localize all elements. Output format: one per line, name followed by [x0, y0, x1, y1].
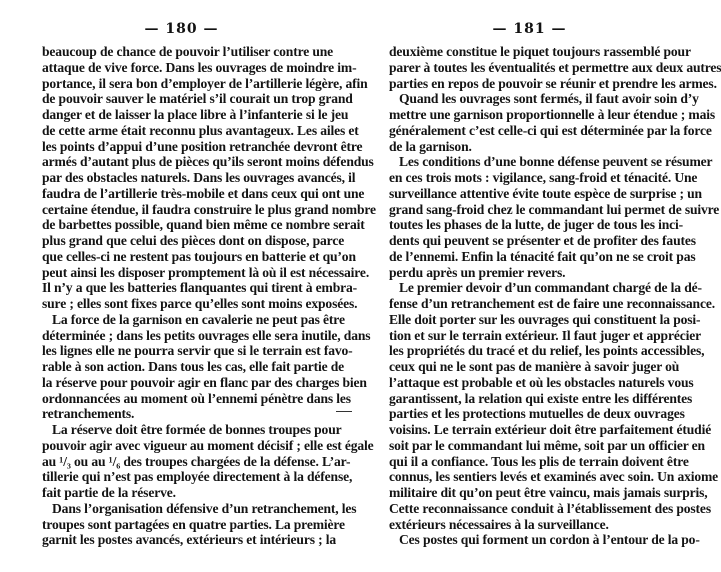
text-line: peut ainsi les disposer promptement là où il est nécessaire.: [42, 264, 370, 280]
text-line: parties en repos de pouvoir se réunir et prendre les armes.: [389, 75, 717, 91]
left-page-body: [42, 44, 376, 548]
text-line: militaire dit qu’on peut être vaincu, mais jamais surpris,: [389, 485, 708, 500]
text-line: retranchements.: [42, 406, 135, 422]
text-line: garantissent, la relation qui existe entre les différentes: [389, 390, 693, 406]
text-line: mettre une garnison proportionnelle à leur étendue ; mais: [389, 107, 715, 122]
text-line: les points d’appui d’une position retranchée devront être: [42, 138, 363, 154]
text-line: soit par le commandant lui même, soit par un officier en: [389, 437, 705, 453]
page-number-right: — 181 —: [492, 21, 567, 37]
text-line: garnit les postes avancés, extérieurs et intérieurs ; la: [42, 532, 336, 548]
text-line: attaque de vive force. Dans les ouvrages de moindre im-: [42, 59, 357, 75]
text-line: l’attaque est probable et où les obstacles naturels vous: [389, 374, 694, 390]
text-line: parties et les protections mutuelles de deux ouvrages: [389, 406, 685, 422]
text-line: Cette reconnaissance conduit à l’établissement des postes: [389, 500, 711, 516]
text-line: fait partie de la réserve.: [42, 485, 176, 500]
text-line: La réserve doit être formée de bonnes troupes pour: [52, 422, 342, 437]
text-line: ordonnancées au moment où l’ennemi pénètre dans les: [42, 390, 351, 406]
text-line: généralement c’est celle-ci qui est déterminée par la force: [389, 122, 712, 138]
text-line: parer à toutes les éventualités et permettre aux deux autres: [389, 59, 721, 75]
text-line: extérieurs nécessaires à la surveillance.: [389, 516, 609, 532]
text-line: au ¹/₃ ou au ¹/₆ des troupes chargées de la défense. L’ar-: [42, 453, 351, 469]
text-line: de pouvoir sauver le matériel s’il courait un trop grand: [42, 91, 353, 107]
text-line: grand sang-froid chez le commandant lui permet de suivre: [389, 201, 720, 217]
text-line: Ces postes qui forment un cordon à l’entour de la po-: [399, 532, 700, 548]
text-line: Dans l’organisation défensive d’un retranchement, les: [52, 500, 357, 516]
text-line: de barbettes possible, quand bien même ce nombre serait: [42, 217, 365, 233]
text-line: en ces trois mots : vigilance, sang-froid et ténacité. Une: [389, 170, 698, 185]
text-line: tillerie qui n’est pas employée directement à la défense,: [42, 469, 353, 485]
text-line: Quand les ouvrages sont fermés, il faut avoir soin d’y: [399, 91, 699, 107]
text-line: armés d’autant plus de pièces qu’ils seront moins défendus: [42, 154, 374, 170]
text-line: La force de la garnison en cavalerie ne peut pas être: [52, 311, 345, 327]
text-line: plus grand que celui des pièces dont on dispose, parce: [42, 233, 345, 248]
right-page-body: [389, 44, 721, 548]
text-line: toutes les phases de la lutte, de juger de tous les inci-: [389, 217, 684, 233]
text-line: par des obstacles naturels. Dans les ouvrages avancés, il: [42, 170, 356, 185]
text-line: beaucoup de chance de pouvoir l’utiliser contre une: [42, 44, 334, 59]
page-number-left: — 180 —: [144, 21, 219, 37]
text-line: surveillance attentive évite toute espèce de surprise ; un: [389, 185, 702, 201]
gutter-divider: [336, 411, 352, 412]
text-line: fense d’un retranchement est de faire une reconnaissance.: [389, 296, 715, 311]
text-line: voisins. Le terrain extérieur doit être parfaitement étudié: [389, 422, 712, 437]
text-line: les lignes elle ne pourra servir que si le terrain est favo-: [42, 343, 353, 359]
text-line: déterminée ; dans les petits ouvrages elle sera inutile, dans: [42, 327, 371, 343]
text-line: les propriétés du tracé et du relief, les points accessibles,: [389, 343, 705, 359]
text-line: Le premier devoir d’un commandant chargé de la dé-: [399, 280, 702, 296]
text-line: de la garnison.: [389, 138, 472, 154]
text-line: tion et sur le terrain extérieur. Il faut juger et apprécier: [389, 327, 701, 343]
text-line: dents qui peuvent se présenter et de profiter des fautes: [389, 233, 696, 248]
text-line: Il n’y a que les batteries flanquantes qui tirent à embra-: [42, 280, 358, 296]
text-line: perdu après un premier revers.: [389, 264, 566, 280]
text-line: pouvoir agir avec vigueur au moment décisif ; elle est égale: [42, 437, 374, 453]
text-line: troupes sont partagées en quatre parties. La première: [42, 516, 345, 532]
text-line: deuxième constitue le piquet toujours rassemblé pour: [389, 44, 691, 59]
text-line: ceux qui ne le sont pas de manière à savoir juger où: [389, 359, 680, 374]
text-line: la réserve pour pouvoir agir en flanc par des charges bien: [42, 374, 367, 390]
text-line: Les conditions d’une bonne défense peuvent se résumer: [399, 154, 713, 170]
text-line: de l’ennemi. Enfin la ténacité fait qu’on ne se croit pas: [389, 248, 696, 264]
text-line: portance, il sera bon d’employer de l’artillerie légère, afin: [42, 75, 368, 91]
text-line: faudra de l’artillerie très-mobile et dans ceux qui ont une: [42, 185, 365, 201]
text-line: Elle doit porter sur les ouvrages qui constituent la posi-: [389, 311, 701, 327]
text-line: de cette arme était reconnu plus avantageux. Les ailes et: [42, 122, 359, 138]
text-line: rable à son action. Dans tous les cas, elle fait partie de: [42, 359, 345, 374]
text-line: sure ; elles sont fixes parce qu’elles sont moins exposées.: [42, 296, 358, 311]
right-page: [357, 0, 721, 572]
text-line: qui il a confiance. Tous les plis de terrain doivent être: [389, 453, 689, 469]
text-line: connus, les sentiers levés et examinés avec soin. Un axiome: [389, 469, 719, 485]
text-line: certaine étendue, il faudra construire le plus grand nombre: [42, 201, 376, 217]
text-line: danger et de laisser la place libre à l’infanterie si le jeu: [42, 107, 349, 122]
text-line: que celles-ci ne restent pas toujours en batterie et qu’on: [42, 248, 356, 264]
